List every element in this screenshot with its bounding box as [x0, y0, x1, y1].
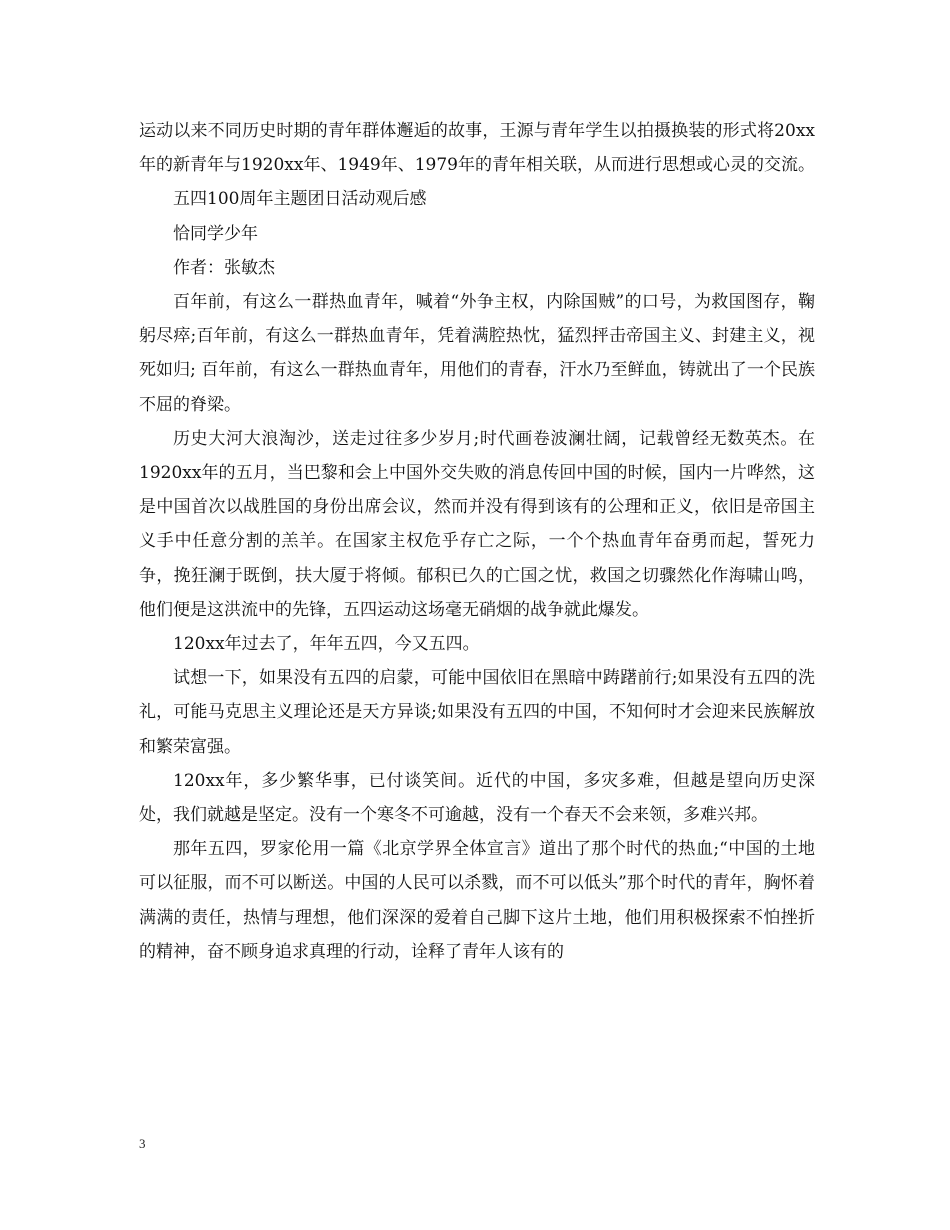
- paragraph: 那年五四，罗家伦用一篇《北京学界全体宣言》道出了那个时代的热血;“中国的土地可以征服，而不可以断送。中国的人民可以杀戮，而不可以低头”那个时代的青年，胸怀着满满的责任，热情与理想，他们深深的爱着自己脚下这片土地，他们用积极探索不怕挫折的精神，奋不顾身追求真理的行动，诠释了青年人该有的: [139, 839, 815, 962]
- page-number: 3: [139, 1136, 146, 1151]
- article-title: 恰同学少年: [173, 223, 258, 244]
- paragraph: 百年前，有这么一群热血青年，喊着“外争主权，内除国贼”的口号，为救国图存，鞠躬尽瘁;百年前，有这么一群热血青年，凭着满腔热忱，猛烈抨击帝国主义、封建主义，视死如归; 百年前，有这么一群热血青年，用他们的青春，汗水乃至鲜血，铸就出了一个民族不屈的脊梁。: [139, 292, 815, 415]
- paragraph: 试想一下，如果没有五四的启蒙，可能中国依旧在黑暗中踌躇前行;如果没有五四的洗礼，可能马克思主义理论还是天方异谈;如果没有五四的中国，不知何时才会迎来民族解放和繁荣富强。: [139, 668, 815, 757]
- document-body: [139, 114, 815, 969]
- section-title: 五四100周年主题团日活动观后感: [173, 189, 427, 210]
- paragraph: 历史大河大浪淘沙，送走过往多少岁月;时代画卷波澜壮阔，记载曾经无数英杰。在1920xx年的五月，当巴黎和会上中国外交失败的消息传回中国的时候，国内一片哗然，这是中国首次以战胜国的身份出席会议，然而并没有得到该有的公理和正义，依旧是帝国主义手中任意分割的羔羊。在国家主权危乎存亡之际，一个个热血青年奋勇而起，誓死力争，挽狂澜于既倒，扶大厦于将倾。郁积已久的亡国之忧，救国之切骤然化作海啸山鸣，他们便是这洪流中的先锋，五四运动这场毫无硝烟的战争就此爆发。: [139, 428, 815, 620]
- paragraph: 120xx年，多少繁华事，已付谈笑间。近代的中国，多灾多难，但越是望向历史深处，我们就越是坚定。没有一个寒冬不可逾越，没有一个春天不会来领，多难兴邦。: [139, 770, 815, 826]
- paragraph-continuation: 运动以来不同历史时期的青年群体邂逅的故事，王源与青年学生以拍摄换装的形式将20xx年的新青年与1920xx年、1949年、1979年的青年相关联，从而进行思想或心灵的交流。: [139, 121, 815, 176]
- article-author: 作者：张敏杰: [173, 257, 275, 278]
- paragraph: 120xx年过去了，年年五四，今又五四。: [173, 634, 480, 655]
